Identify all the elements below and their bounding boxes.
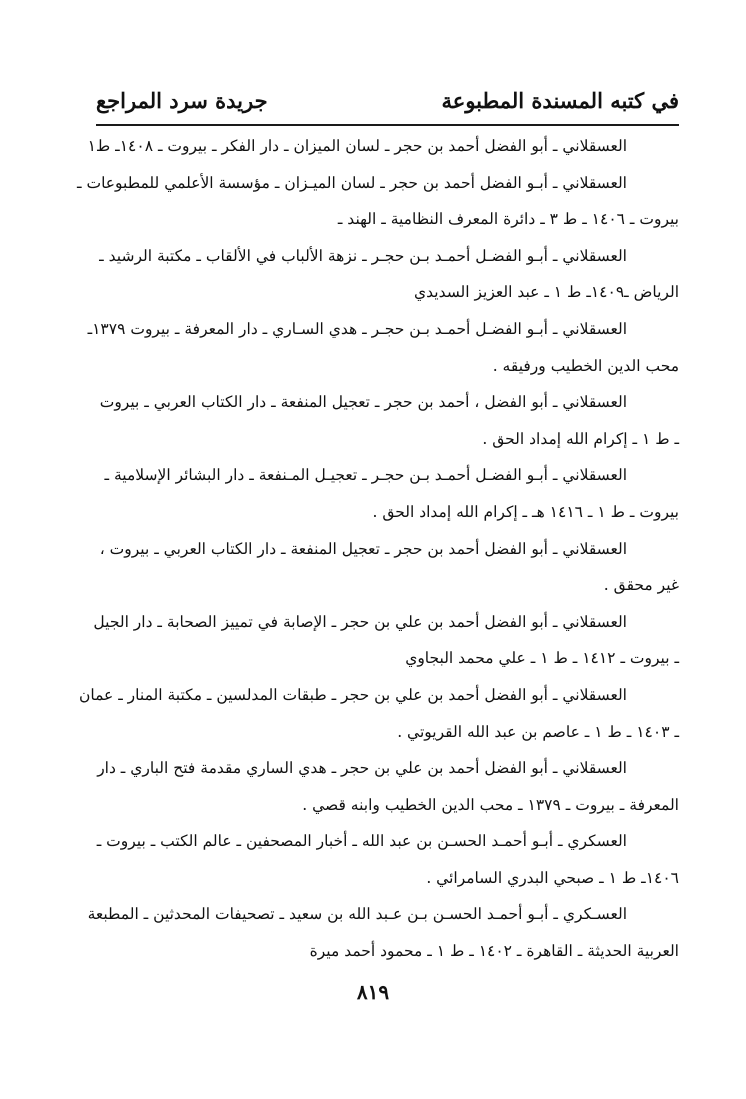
header-divider [96, 124, 679, 126]
reference-entry-start: العسقلاني ـ أبو الفضل أحمد بن حجر ـ لسان الميزان ـ دار الفكر ـ بيروت ـ ١٤٠٨ـ ط١ [87, 137, 627, 155]
reference-entry-continuation: محب الدين الخطيب ورفيقه . [492, 356, 679, 375]
reference-entry-start: العسكري ـ أبـو أحمـد الحسـن بن عبد الله ـ أخبار المصحفين ـ عالم الكتب ـ بيروت ـ [96, 832, 627, 851]
reference-entry-continuation: المعرفة ـ بيروت ـ ١٣٧٩ ـ محب الدين الخطيب وابنه قصي . [302, 795, 679, 814]
reference-entry-start: العسقلاني ـ أبو الفضل أحمد بن علي بن حجر ـ طبقات المدلسين ـ مكتبة المنار ـ عمان [78, 685, 627, 704]
reference-entry-continuation: ١٤٠٦ـ ط ١ ـ صبحي البدري السامرائي . [426, 868, 679, 887]
reference-entry-start: العسقلاني ـ أبـو الفضـل أحمـد بـن حجـر ـ تعجيـل المـنفعة ـ دار البشائر الإسلامية ـ [104, 466, 627, 485]
reference-entry-start: العسقلاني ـ أبـو الفضـل أحمـد بـن حجـر ـ هدي السـاري ـ دار المعرفة ـ بيروت ١٣٧٩ـ [87, 319, 627, 338]
reference-entry-start: العسقلاني ـ أبو الفضل ، أحمد بن حجر ـ تعجيل المنفعة ـ دار الكتاب العربي ـ بيروت [99, 393, 627, 412]
reference-entry-continuation: ـ بيروت ـ ١٤١٢ ـ ط ١ ـ علي محمد البجاوي [405, 649, 679, 668]
reference-entry-continuation: ـ ط ١ ـ إكرام الله إمداد الحق . [482, 429, 679, 448]
reference-entry-continuation: العربية الحديثة ـ القاهرة ـ ١٤٠٢ ـ ط ١ ـ محمود أحمد ميرة [309, 942, 679, 961]
running-header [96, 84, 679, 124]
reference-entry-start: العسقلاني ـ أبو الفضل أحمد بن علي بن حجر ـ الإصابة في تمييز الصحابة ـ دار الجيل [93, 612, 627, 631]
reference-entry-continuation: بيروت ـ ١٤٠٦ ـ ط ٣ ـ دائرة المعرف النظامية ـ الهند ـ [337, 210, 679, 229]
reference-entry-continuation: ـ ١٤٠٣ ـ ط ١ ـ عاصم بن عبد الله القريوتي . [397, 722, 679, 741]
header-section-title: جريدة سرد المراجع [96, 88, 268, 113]
reference-entry-start: العسقلاني ـ أبـو الفضل أحمد بن حجر ـ لسان الميـزان ـ مؤسسة الأعلمي للمطبوعات ـ [77, 173, 627, 192]
reference-list [77, 128, 679, 970]
reference-entry-continuation: الرياض ـ١٤٠٩ـ ط ١ ـ عبد العزيز السديدي [413, 283, 679, 302]
reference-entry-start: العسقلاني ـ أبو الفضل أحمد بن حجر ـ تعجيل المنفعة ـ دار الكتاب العربي ـ بيروت ، [99, 539, 627, 558]
page-number: ٨١٩ [356, 980, 390, 1004]
reference-entry-start: العسقلاني ـ أبـو الفضـل أحمـد بـن حجـر ـ نزهة الألباب في الألقاب ـ مكتبة الرشيد ـ [99, 246, 627, 265]
reference-entry-continuation: بيروت ـ ط ١ ـ ١٤١٦ هـ ـ إكرام الله إمداد الحق . [372, 502, 679, 521]
reference-entry-start: العسقلاني ـ أبو الفضل أحمد بن علي بن حجر ـ هدي الساري مقدمة فتح الباري ـ دار [97, 759, 627, 778]
header-book-title: في كتبه المسندة المطبوعة [441, 88, 679, 113]
reference-entry-continuation: غير محقق . [603, 576, 679, 595]
reference-entry-start: العسـكري ـ أبـو أحمـد الحسـن بـن عـبد الله بن سعيد ـ تصحيفات المحدثين ـ المطبعة [87, 905, 627, 924]
